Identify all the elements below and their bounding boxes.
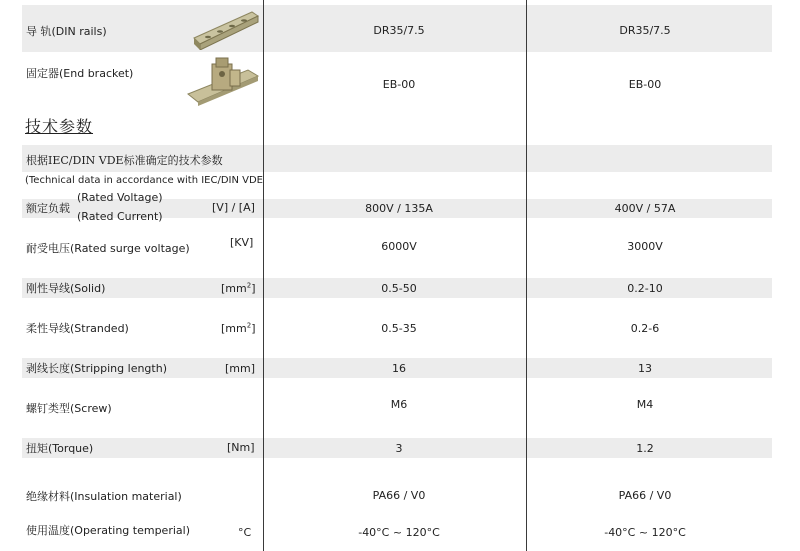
stranded-label: 柔性导线(Stranded) — [26, 322, 129, 335]
stripping-unit: [mm] — [225, 362, 256, 375]
screw-col1: M6 — [390, 398, 408, 411]
operating-temp-col1: -40°C ~ 120°C — [358, 526, 440, 539]
operating-temp-col2: -40°C ~ 120°C — [604, 526, 686, 539]
rated-load-unit: [V] / [A] — [212, 201, 255, 214]
end-bracket-col2: EB-00 — [628, 78, 662, 91]
end-bracket-image — [186, 56, 262, 106]
rated-load-label: 额定负载 — [26, 202, 70, 215]
solid-col1: 0.5-50 — [381, 282, 417, 295]
end-bracket-label: 固定器(End bracket) — [26, 67, 134, 80]
screw-label: 螺钉类型(Screw) — [26, 402, 112, 415]
insulation-label: 绝缘材料(Insulation material) — [26, 490, 182, 503]
rated-load-col1: 800V / 135A — [365, 202, 433, 215]
surge-voltage-label: 耐受电压(Rated surge voltage) — [26, 242, 190, 255]
insulation-col2: PA66 / V0 — [618, 489, 672, 502]
operating-temp-label: 使用温度(Operating temperial) — [26, 524, 190, 537]
screw-col2: M4 — [636, 398, 654, 411]
din-rails-col1: DR35/7.5 — [373, 24, 425, 37]
stripping-label: 剥线长度(Stripping length) — [26, 362, 167, 375]
torque-unit: [Nm] — [227, 441, 255, 454]
stranded-col2: 0.2-6 — [630, 322, 660, 335]
section-title: 技术参数 — [25, 117, 94, 136]
torque-col1: 3 — [395, 442, 403, 455]
stripping-col1: 16 — [392, 362, 406, 375]
stranded-unit: $[mm^2]$ — [221, 321, 256, 335]
torque-col2: 1.2 — [636, 442, 654, 455]
surge-voltage-unit: [KV] — [230, 236, 254, 249]
column-divider-1 — [263, 0, 264, 551]
end-bracket-col1: EB-00 — [382, 78, 416, 91]
solid-label: 刚性导线(Solid) — [26, 282, 106, 295]
stranded-col1: 0.5-35 — [381, 322, 417, 335]
standard-en: (Technical data in accordance with IEC/DIN VDE — [25, 175, 263, 186]
solid-unit: $[mm^2]$ — [221, 281, 256, 295]
din-rail-image — [192, 8, 260, 50]
stripping-col2: 13 — [638, 362, 652, 375]
operating-temp-unit: °C — [238, 526, 252, 539]
din-rails-col2: DR35/7.5 — [619, 24, 671, 37]
insulation-col1: PA66 / V0 — [372, 489, 426, 502]
surge-voltage-col2: 3000V — [627, 240, 663, 253]
standard-cn: 根据IEC/DIN VDE标准确定的技术参数 — [26, 154, 223, 167]
rated-current-label: (Rated Current) — [77, 210, 163, 223]
solid-col2: 0.2-10 — [627, 282, 663, 295]
rated-voltage-label: (Rated Voltage) — [77, 191, 163, 204]
column-divider-2 — [526, 0, 527, 551]
rated-load-col2: 400V / 57A — [614, 202, 676, 215]
torque-label: 扭矩(Torque) — [26, 442, 94, 455]
surge-voltage-col1: 6000V — [381, 240, 417, 253]
din-rails-label: 导 轨(DIN rails) — [26, 25, 107, 38]
